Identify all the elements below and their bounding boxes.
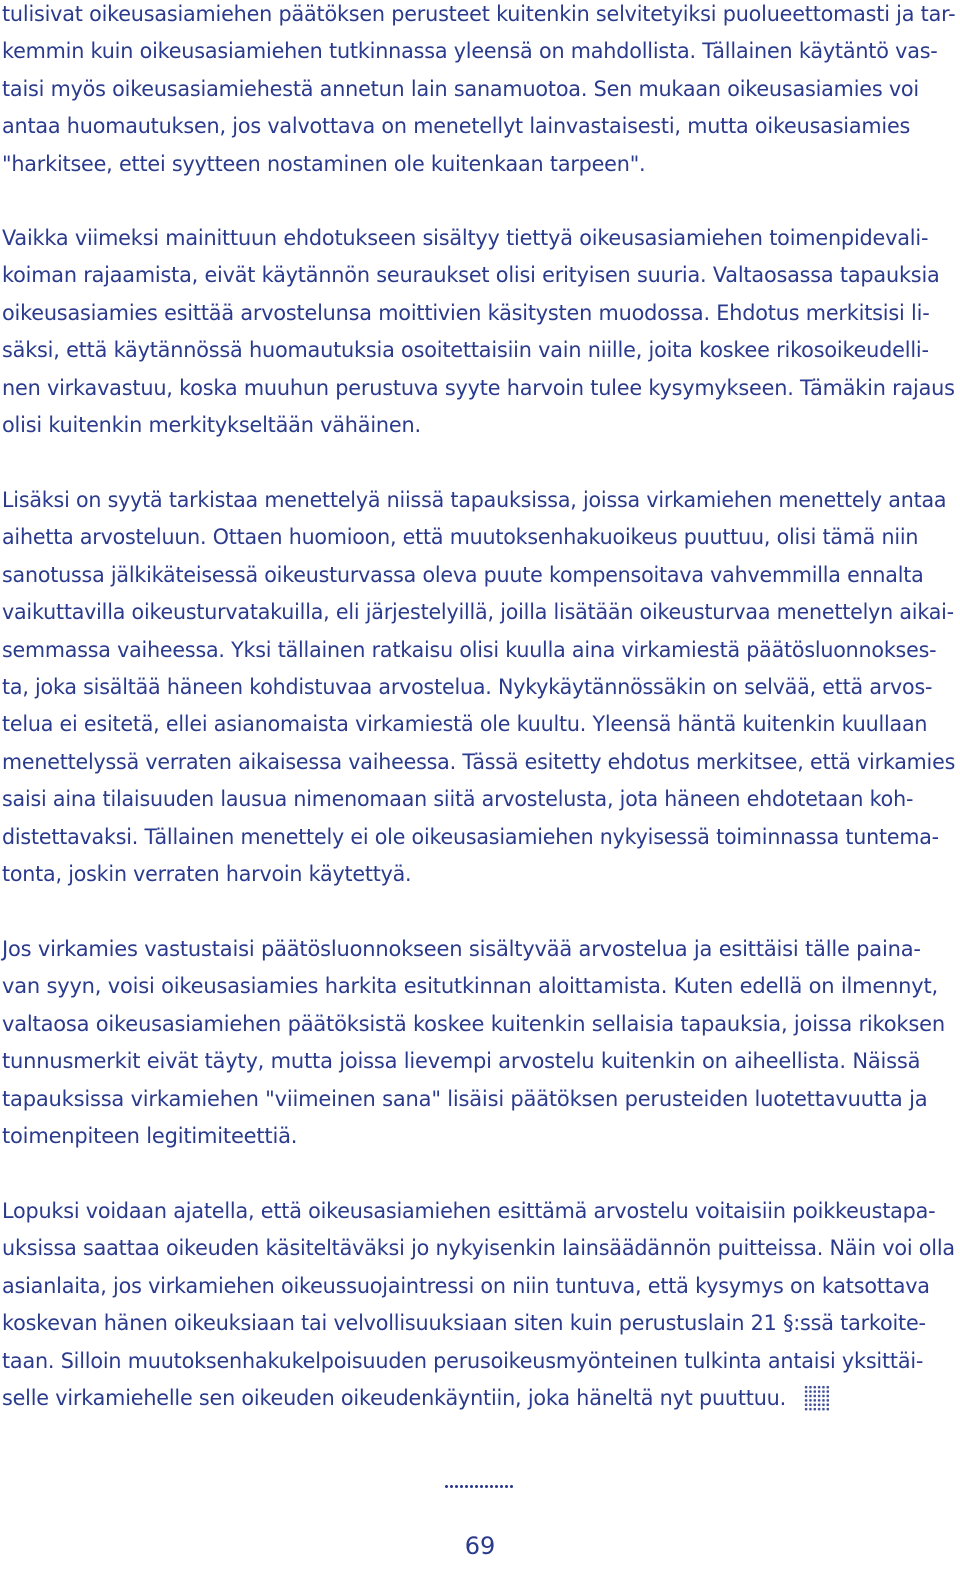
text-line: koskevan hänen oikeuksiaan tai velvollisuuksiaan siten kuin perustuslain 21 §:ssä tarkoite- bbox=[2, 1311, 926, 1336]
text-line: telua ei esitetä, ellei asianomaista virkamiestä ole kuultu. Yleensä häntä kuitenkin kuullaan bbox=[2, 712, 928, 737]
paragraph-1 bbox=[2, 0, 960, 183]
text-line-last bbox=[2, 1380, 955, 1417]
text-line: taisi myös oikeusasiamiehestä annetun lain sanamuotoa. Sen mukaan oikeusasiamies voi bbox=[2, 76, 919, 101]
text-line: valtaosa oikeusasiamiehen päätöksistä koskee kuitenkin sellaisia tapauksia, joissa rikoksen bbox=[2, 1011, 945, 1036]
dotted-square-end-icon bbox=[804, 1385, 830, 1411]
text-line: tonta, joskin verraten harvoin käytettyä. bbox=[2, 862, 412, 887]
text-line: sanotussa jälkikäteisessä oikeusturvassa oleva puute kompensoitava vahvemmilla ennalta bbox=[2, 562, 924, 587]
text-line: antaa huomautuksen, jos valvottava on menetellyt lainvastaisesti, mutta oikeusasiamies bbox=[2, 114, 911, 139]
text-line: van syyn, voisi oikeusasiamies harkita esitutkinnan aloittamista. Kuten edellä on ilmennyt, bbox=[2, 974, 939, 999]
text-line: oikeusasiamies esittää arvostelunsa moittivien käsitysten muodossa. Ehdotus merkitsisi li- bbox=[2, 300, 930, 325]
text-line: uksissa saattaa oikeuden käsiteltäväksi jo nykyisenkin lainsäädännön puitteissa. Näin voi olla bbox=[2, 1236, 955, 1261]
text-line: tulisivat oikeusasiamiehen päätöksen perusteet kuitenkin selvitetyiksi puolueettomasti ja tar- bbox=[2, 2, 956, 26]
text-line: kemmin kuin oikeusasiamiehen tutkinnassa yleensä on mahdollista. Tällainen käytäntö vas- bbox=[2, 39, 938, 64]
text-line: Lopuksi voidaan ajatella, että oikeusasiamiehen esittämä arvostelu voitaisiin poikkeustapa- bbox=[2, 1199, 936, 1223]
text-line: Lisäksi on syytä tarkistaa menettelyä niissä tapauksissa, joissa virkamiehen menettely antaa bbox=[2, 488, 947, 512]
footer-dotted-rule bbox=[444, 1484, 514, 1492]
text-line: menettelyssä verraten aikaisessa vaiheessa. Tässä esitetty ehdotus merkitsee, että virkamies bbox=[2, 749, 956, 774]
text-line: tapauksissa virkamiehen "viimeinen sana" lisäisi päätöksen perusteiden luotettavuutta ja bbox=[2, 1086, 928, 1111]
text-line: asianlaita, jos virkamiehen oikeussuojaintressi on niin tuntuva, että kysymys on katsottava bbox=[2, 1273, 930, 1298]
text-line: nen virkavastuu, koska muuhun perustuva syyte harvoin tulee kysymykseen. Tämäkin rajaus bbox=[2, 375, 955, 400]
text-line: Jos virkamies vastustaisi päätösluonnokseen sisältyvää arvostelua ja esittäisi tälle paina- bbox=[2, 937, 921, 961]
text-line: olisi kuitenkin merkitykseltään vähäinen. bbox=[2, 413, 421, 438]
paragraph-2 bbox=[2, 220, 960, 444]
text-line: ta, joka sisältää häneen kohdistuvaa arvostelua. Nykykäytännössäkin on selvää, että arvos- bbox=[2, 675, 933, 700]
text-line: säksi, että käytännössä huomautuksia osoitettaisiin vain niille, joita koskee rikosoikeudelli- bbox=[2, 338, 929, 363]
text-line: "harkitsee, ettei syytteen nostaminen ole kuitenkaan tarpeen". bbox=[2, 151, 646, 176]
text-line: distettavaksi. Tällainen menettely ei ole oikeusasiamiehen nykyisessä toiminnassa tuntema- bbox=[2, 824, 939, 849]
page-number: 69 bbox=[464, 1532, 496, 1560]
text-line: taan. Silloin muutoksenhakukelpoisuuden perusoikeusmyönteinen tulkinta antaisi yksittäi- bbox=[2, 1348, 924, 1373]
text-line-content: selle virkamiehelle sen oikeuden oikeudenkäyntiin, joka häneltä nyt puuttuu. bbox=[2, 1386, 787, 1411]
text-line: Vaikka viimeksi mainittuun ehdotukseen sisältyy tiettyä oikeusasiamiehen toimenpidevali- bbox=[2, 226, 929, 250]
text-line: saisi aina tilaisuuden lausua nimenomaan siitä arvostelusta, jota häneen ehdotetaan koh- bbox=[2, 787, 914, 812]
text-line: toimenpiteen legitimiteettiä. bbox=[2, 1124, 298, 1149]
text-line: koiman rajaamista, eivät käytännön seuraukset olisi erityisen suuria. Valtaosassa tapauksia bbox=[2, 263, 940, 288]
paragraph-5 bbox=[2, 1193, 960, 1417]
paragraph-3 bbox=[2, 482, 960, 893]
paragraph-4 bbox=[2, 931, 945, 1155]
text-line: tunnusmerkit eivät täyty, mutta joissa lievempi arvostelu kuitenkin on aiheellista. Näissä bbox=[2, 1049, 921, 1074]
text-line: semmassa vaiheessa. Yksi tällainen ratkaisu olisi kuulla aina virkamiestä päätösluonnokses- bbox=[2, 637, 937, 662]
text-line: vaikuttavilla oikeusturvatakuilla, eli järjestelyillä, joilla lisätään oikeusturvaa menettelyn aikai- bbox=[2, 600, 954, 625]
text-line: aihetta arvosteluun. Ottaen huomioon, että muutoksenhakuoikeus puuttuu, olisi tämä niin bbox=[2, 525, 919, 550]
